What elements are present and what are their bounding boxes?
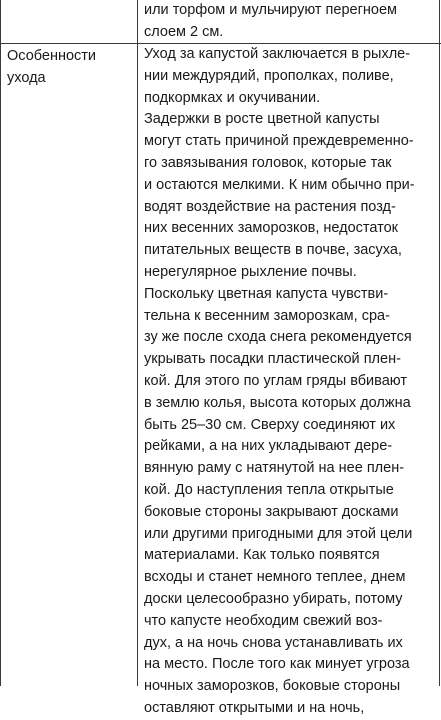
row-label-line: Особенности [7,48,97,64]
text-line: всходы и станет немного теплее, днем [144,569,406,586]
table-left-border [0,0,1,686]
text-line: тельна к весенним заморозкам, сра- [144,307,390,324]
text-line: что капусте необходим свежий воз- [144,612,383,629]
text-line: быть 25–30 см. Сверху соединяют их [144,416,396,433]
text-line: них весенних заморозков, недостаток [144,220,399,237]
text-line: Задержки в росте цветной капусты [144,111,380,128]
text-line: укрывать посадки пластической плен- [144,351,401,368]
text-line: материалами. Как только появятся [144,547,380,564]
top-row-text [144,0,438,44]
text-line: боковые стороны закрывают досками [144,503,399,520]
text-line: вянную раму с натянутой на нее плен- [144,460,405,477]
table-right-border [439,0,440,686]
text-line: или другими пригодными для этой цели [144,525,413,542]
text-line: нии междурядий, прополках, поливе, [144,67,394,84]
text-line: нерегулярное рыхление почвы. [144,263,357,280]
text-line: Поскольку цветная капуста чувстви- [144,285,389,302]
text-line: дух, а на ночь снова устанавливать их [144,634,403,651]
text-line: подкормках и окучивании. [144,89,321,106]
text-line: водят воздействие на растения позд- [144,198,396,215]
text-line: доски целесообразно убирать, потому [144,590,403,607]
text-line: кой. Для этого по углам гряды вбивают [144,372,407,389]
text-line: оставляют открытыми и на ночь, [144,699,365,716]
text-line: или торфом и мульчируют перегноем [144,2,397,18]
row-label-line: ухода [7,69,46,86]
text-line: рейками, а на них укладывают дере- [144,438,393,455]
text-line: на место. После того как минует угроза [144,656,410,673]
text-line: Уход за капустой заключается в рыхле- [144,46,411,62]
text-line: зу же после схода снега рекомендуется [144,329,412,346]
text-line: кой. До наступления тепла открытые [144,481,394,498]
text-line: питательных веществ в почве, засуха, [144,242,402,259]
text-line: ночных заморозков, боковые стороны [144,678,401,695]
text-line: могут стать причиной преждевременно- [144,133,414,150]
care-description [144,44,438,720]
text-line: го завязывания головок, которые так [144,154,392,171]
text-line: в землю колья, высота которых должна [144,394,411,411]
row-label [7,46,135,90]
text-line: слоем 2 см. [144,23,224,40]
text-line: и остаются мелкими. К ним обычно при- [144,176,415,193]
table-column-divider [137,0,138,686]
